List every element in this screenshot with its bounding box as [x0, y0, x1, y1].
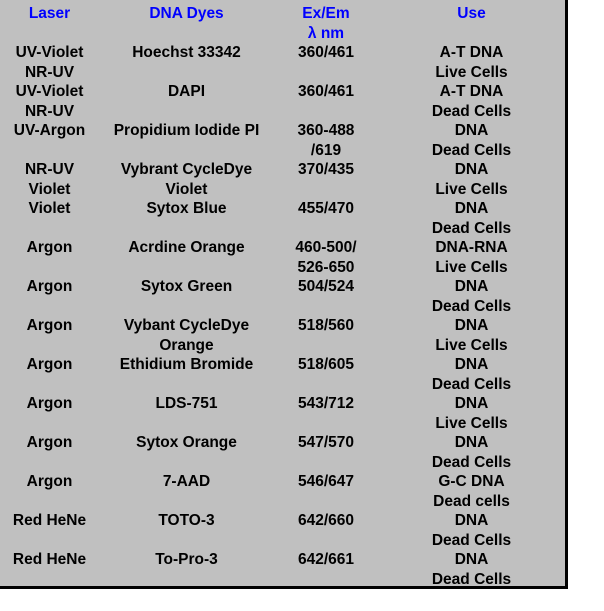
use-cell [378, 316, 565, 355]
dye-name-cell-line: 7-AAD [162, 473, 211, 490]
dye-name-cell [99, 511, 274, 550]
header-unit: λ nm [307, 24, 345, 42]
use-cell-line: Dead Cells [431, 219, 512, 237]
table-row [0, 394, 565, 433]
ex-em-cell [274, 82, 378, 121]
laser-cell-line [0, 297, 99, 317]
table-row [0, 43, 565, 82]
laser-cell [0, 199, 99, 238]
dye-name-cell [99, 277, 274, 316]
header-laser: Laser [28, 5, 71, 22]
ex-em-cell [274, 238, 378, 277]
dye-name-cell-line: TOTO-3 [158, 512, 215, 529]
use-cell-line: DNA [454, 122, 489, 139]
laser-cell-line [0, 570, 99, 590]
ex-em-cell-line [274, 336, 378, 356]
use-cell [378, 511, 565, 550]
table-body [0, 43, 565, 589]
dye-name-cell-line [99, 453, 274, 473]
ex-em-cell-line: /619 [310, 141, 342, 159]
use-cell-line: DNA-RNA [435, 239, 508, 256]
dye-name-cell-line [99, 414, 274, 434]
laser-cell-line: Argon [26, 278, 73, 295]
ex-em-cell-line: 455/470 [297, 200, 355, 217]
use-cell-line: DNA [454, 317, 489, 334]
laser-cell-line: Red HeNe [12, 551, 87, 568]
table-row [0, 121, 565, 160]
ex-em-cell-line [274, 492, 378, 512]
table-row [0, 82, 565, 121]
laser-cell-line [0, 258, 99, 278]
header-ex-em: Ex/Em λ nm [274, 4, 378, 43]
laser-cell-line [0, 219, 99, 239]
table-row [0, 433, 565, 472]
ex-em-cell-line: 360-488 [297, 122, 355, 139]
dye-name-cell [99, 394, 274, 433]
use-cell-line: DNA [454, 395, 489, 412]
table-row [0, 277, 565, 316]
ex-em-cell-line: 360/461 [297, 44, 355, 61]
header-use: Use [457, 5, 486, 22]
laser-cell-line: UV-Violet [15, 44, 84, 61]
ex-em-cell-line [274, 63, 378, 83]
laser-cell-line: UV-Argon [13, 122, 86, 139]
header-dna-dyes: DNA Dyes [149, 5, 224, 22]
use-cell-line: Live Cells [435, 258, 508, 276]
use-cell-line: DNA [454, 434, 489, 451]
ex-em-cell [274, 472, 378, 511]
ex-em-cell [274, 433, 378, 472]
laser-cell [0, 121, 99, 160]
ex-em-cell-line: 518/605 [297, 356, 355, 373]
ex-em-cell-line [274, 102, 378, 122]
use-cell-line: Dead Cells [431, 375, 512, 393]
ex-em-cell-line: 518/560 [297, 317, 355, 334]
use-cell-line: Live Cells [435, 180, 508, 198]
laser-cell-line: Argon [26, 239, 73, 256]
use-cell-line: DNA [454, 551, 489, 568]
laser-cell-line: Argon [26, 434, 73, 451]
ex-em-cell-line [274, 297, 378, 317]
ex-em-cell-line: 546/647 [297, 473, 355, 490]
dye-name-cell-line: Ethidium Bromide [119, 356, 254, 373]
use-cell-line: Dead Cells [431, 453, 512, 471]
dye-name-cell-line: Vybant CycleDye [123, 317, 250, 334]
laser-cell [0, 472, 99, 511]
laser-cell-line: NR-UV [24, 63, 75, 81]
table-row [0, 160, 565, 199]
dye-name-cell [99, 238, 274, 277]
ex-em-cell-line [274, 180, 378, 200]
ex-em-cell [274, 199, 378, 238]
use-cell [378, 160, 565, 199]
laser-cell [0, 394, 99, 433]
dye-name-cell [99, 316, 274, 355]
dye-name-cell-line: LDS-751 [155, 395, 218, 412]
dye-name-cell-line: Orange [159, 336, 214, 354]
ex-em-cell [274, 394, 378, 433]
ex-em-cell [274, 43, 378, 82]
use-cell-line: DNA [454, 161, 489, 178]
dye-name-cell-line: Sytox Green [140, 278, 233, 295]
laser-cell [0, 355, 99, 394]
dye-name-cell [99, 355, 274, 394]
ex-em-cell-line: 370/435 [297, 161, 355, 178]
dye-name-cell-line [99, 492, 274, 512]
use-cell-line: A-T DNA [439, 83, 504, 100]
laser-cell-line [0, 414, 99, 434]
use-cell-line: Live Cells [435, 336, 508, 354]
table-row [0, 511, 565, 550]
ex-em-cell [274, 160, 378, 199]
use-cell-line: DNA [454, 512, 489, 529]
dye-name-cell-line: Vybrant CycleDye [120, 161, 253, 178]
laser-cell-line: Violet [28, 200, 71, 217]
use-cell [378, 121, 565, 160]
dye-name-cell [99, 550, 274, 589]
use-cell-line: Dead Cells [431, 141, 512, 159]
dye-name-cell-line: Hoechst 33342 [132, 44, 241, 61]
ex-em-cell-line: 526-650 [297, 258, 355, 276]
ex-em-cell [274, 316, 378, 355]
ex-em-cell-line: 360/461 [297, 83, 355, 100]
laser-cell [0, 160, 99, 199]
dye-name-cell-line [99, 258, 274, 278]
ex-em-cell-line [274, 375, 378, 395]
laser-cell-line [0, 375, 99, 395]
laser-cell [0, 43, 99, 82]
laser-cell [0, 238, 99, 277]
use-cell-line: Dead Cells [431, 570, 512, 588]
dye-name-cell [99, 43, 274, 82]
use-cell [378, 199, 565, 238]
use-cell-line: Live Cells [435, 63, 508, 81]
use-cell [378, 238, 565, 277]
laser-cell [0, 316, 99, 355]
dye-name-cell-line: Acrdine Orange [128, 239, 245, 256]
ex-em-cell-line [274, 531, 378, 551]
ex-em-cell [274, 277, 378, 316]
ex-em-cell-line: 642/661 [297, 551, 355, 568]
dye-name-cell [99, 160, 274, 199]
table-row [0, 238, 565, 277]
dye-name-cell-line [99, 570, 274, 590]
use-cell [378, 277, 565, 316]
use-cell [378, 472, 565, 511]
laser-cell-line: Red HeNe [12, 512, 87, 529]
table-row [0, 550, 565, 589]
laser-cell-line [0, 453, 99, 473]
use-cell-line: A-T DNA [439, 44, 504, 61]
dye-name-cell-line [99, 102, 274, 122]
ex-em-cell-line [274, 570, 378, 590]
laser-cell [0, 277, 99, 316]
table-row [0, 355, 565, 394]
ex-em-cell [274, 550, 378, 589]
laser-cell-line: Argon [26, 317, 73, 334]
laser-cell [0, 511, 99, 550]
dye-name-cell [99, 199, 274, 238]
laser-cell-line [0, 141, 99, 161]
laser-cell [0, 433, 99, 472]
use-cell-line: Dead Cells [431, 297, 512, 315]
dye-name-cell [99, 472, 274, 511]
dye-name-cell-line [99, 141, 274, 161]
laser-cell [0, 82, 99, 121]
use-cell-line: G-C DNA [438, 473, 505, 490]
ex-em-cell-line: 504/524 [297, 278, 355, 295]
laser-cell-line [0, 531, 99, 551]
ex-em-cell-line [274, 414, 378, 434]
table-row [0, 199, 565, 238]
laser-cell-line: UV-Violet [15, 83, 84, 100]
dye-name-cell-line: Violet [165, 180, 208, 198]
dye-name-cell-line [99, 297, 274, 317]
use-cell-line: Dead Cells [431, 102, 512, 120]
use-cell-line: DNA [454, 356, 489, 373]
laser-cell-line: Argon [26, 395, 73, 412]
use-cell [378, 550, 565, 589]
ex-em-cell-line: 460-500/ [295, 239, 357, 256]
table-row [0, 316, 565, 355]
laser-cell-line [0, 492, 99, 512]
dye-name-cell-line [99, 375, 274, 395]
ex-em-cell-line: 642/660 [297, 512, 355, 529]
dye-name-cell-line: DAPI [167, 83, 206, 100]
ex-em-cell-line: 547/570 [297, 434, 355, 451]
dye-name-cell-line [99, 219, 274, 239]
dye-name-cell-line: Propidium Iodide PI [113, 122, 260, 139]
dye-name-cell-line [99, 63, 274, 83]
ex-em-cell-line [274, 453, 378, 473]
ex-em-cell [274, 511, 378, 550]
use-cell-line: Live Cells [435, 414, 508, 432]
ex-em-cell-line: 543/712 [297, 395, 355, 412]
use-cell-line: DNA [454, 278, 489, 295]
ex-em-cell [274, 355, 378, 394]
dna-dyes-table [0, 4, 565, 589]
laser-cell-line: Violet [28, 180, 71, 198]
dye-name-cell [99, 433, 274, 472]
dye-name-cell-line: Sytox Blue [146, 200, 227, 217]
use-cell-line: DNA [454, 200, 489, 217]
laser-cell-line: NR-UV [24, 102, 75, 120]
use-cell-line: Dead Cells [431, 531, 512, 549]
laser-cell-line: Argon [26, 473, 73, 490]
use-cell [378, 82, 565, 121]
header-row [0, 4, 565, 43]
table-row [0, 472, 565, 511]
use-cell [378, 433, 565, 472]
dye-name-cell-line: To-Pro-3 [155, 551, 218, 568]
laser-cell [0, 550, 99, 589]
dye-name-cell [99, 82, 274, 121]
laser-cell-line: Argon [26, 356, 73, 373]
use-cell [378, 43, 565, 82]
laser-cell-line: NR-UV [24, 161, 75, 178]
use-cell-line: Dead cells [433, 492, 510, 510]
dye-name-cell [99, 121, 274, 160]
dye-name-cell-line: Sytox Orange [136, 434, 237, 451]
dye-name-cell-line [99, 531, 274, 551]
ex-em-cell [274, 121, 378, 160]
use-cell [378, 355, 565, 394]
laser-cell-line [0, 336, 99, 356]
use-cell [378, 394, 565, 433]
ex-em-cell-line [274, 219, 378, 239]
